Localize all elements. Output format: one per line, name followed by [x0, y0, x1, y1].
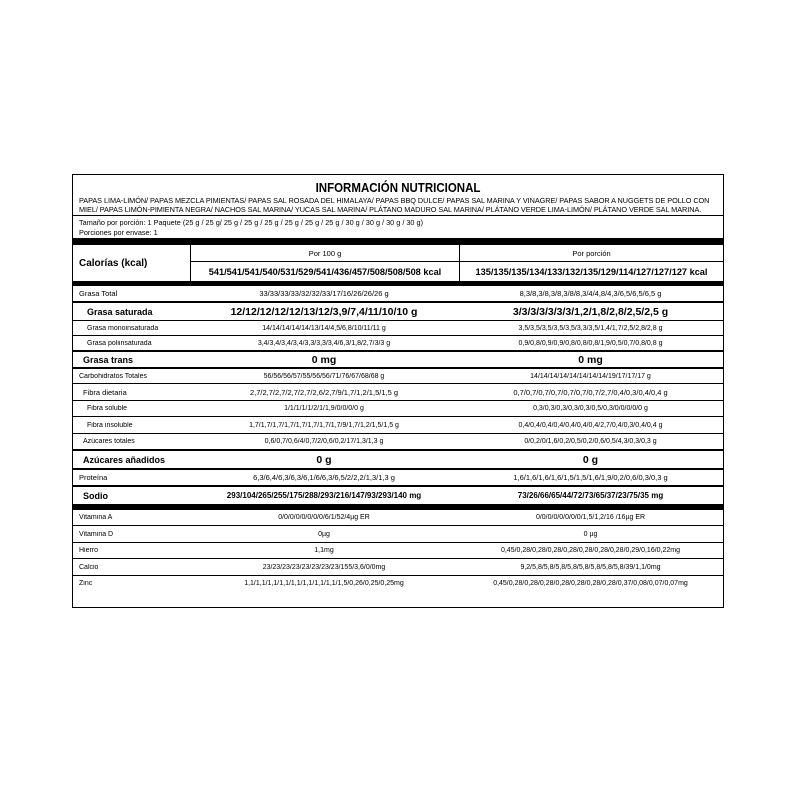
row-azucares-anadidos: Azúcares añadidos 0 g 0 g [83, 453, 599, 466]
row-carbohidratos: Carbohidratos Totales 56/56/56/57/55/56/56/71/76/67/68/68 g 14/14/14/14/14/14/14/14/19/17/17/17 g [79, 372, 651, 380]
calories-per-100g: 541/541/541/540/531/529/541/436/457/508/508/508 kcal [208, 266, 442, 277]
row-vitamina-d: Vitamina D 0µg 0 µg [79, 530, 598, 538]
row-grasa-poliinsaturada: Grasa poliinsaturada 3,4/3,4/3,4/3,4/3,3/3,3/3,4/6,3/1,8/2,7/3/3 g 0,9/0,8/0,9/0,9/0,8/0,8/0,8/1,9/0,5/0,7/0,8/0,8 g [87, 339, 663, 347]
nutrition-facts-label [72, 174, 724, 608]
row-hierro: Hierro 1,1mg 0,45/0,28/0,28/0,28/0,28/0,28/0,28/0,28/0,29/0,16/0,22mg [79, 547, 681, 554]
row-azucares-totales: Azúcares totales 0,6/0,7/0,6/4/0,7/2/0,6/0,2/17/1,3/1,3 g 0/0,2/0/1,6/0,2/0,5/0,2/0,6/0,5/4,3/0,3/0,3 g [83, 438, 657, 445]
calories-per-serving: 135/135/135/134/133/132/135/129/114/127/127/127 kcal [475, 266, 708, 277]
per-100g-header: Por 100 g [191, 245, 459, 262]
row-fibra-insoluble: Fibra insoluble 1,7/1,7/1,7/1,7/1,7/1,7/1,7/1,7/9/1,7/1,2/1,5/1,5 g 0,4/0,4/0,4/0,4/0,4/0,4/0,4/2,7/0,4/0,3/0,4/0,4 g [87, 421, 663, 429]
row-fibra-dietaria: Fibra dietaria 2,7/2,7/2,7/2,7/2,7/2,6/2,7/9/1,7/1,2/1,5/1,5 g 0,7/0,7/0,7/0,7/0,7/0,7/0,7/2,7/0,4/0,3/0,4/0,4 g [83, 387, 668, 397]
row-grasa-monoinsaturada: Grasa monoinsaturada 14/14/14/14/14/13/14/4,5/6,8/10/11/11 g 3,5/3,5/3,5/3,5/3,5/3,3/3,5/1,4/1,7/2,5/2,8/2,8 g [87, 324, 663, 332]
row-calcio: Calcio 23/23/23/23/23/23/23/23/155/3,6/0/0mg 9,2/5,8/5,8/5,8/5,8/5,8/5,8/5,8/5,8/39/1,1/0mg [79, 563, 661, 571]
calories-row [73, 245, 723, 281]
row-sodio: Sodio 293/104/265/255/175/288/293/216/147/93/293/140 mg 73/26/66/65/44/72/73/65/37/23/75/35 mg [83, 490, 664, 501]
row-grasa-trans: Grasa trans 0 mg 0 mg [83, 353, 603, 366]
per-serving-header: Por porción [460, 245, 723, 262]
row-proteina: Proteína 6,3/6,4/6,3/6,3/6,1/6/6,3/6,5/2/2,2/1,3/1,3 g 1,6/1,6/1,6/1,6/1,5/1,5/1,6/1,9/0,2/0,6/0,3/0,3 g [79, 473, 668, 482]
row-grasa-total: Grasa Total 33/33/33/33/32/32/33/17/16/26/26/26 g 8,3/8,3/8,3/8,3/8/8,3/4/4,8/4,3/6,5/6,5/6,5 g [79, 289, 662, 298]
row-grasa-saturada: Grasa saturada 12/12/12/12/12/13/12/3,9/7,4/11/10/10 g 3/3/3/3/3/3/3/1,2/1,8/2,8/2,5/2,5 g [87, 305, 669, 318]
serving-size: Tamaño por porción: 1 Paquete (25 g / 25 g/ 25 g / 25 g / 25 g / 25 g / 25 g / 25 g / 30 g / 30 g / 30 g / 30 g) [79, 218, 424, 227]
row-vitamina-a: Vitamina A 0/0/0/0/0/0/0/0/6/1/52/4µg ER 0/0/0/0/0/0/0/0/1,5/1,2/16 /16µg ER [79, 514, 646, 521]
calories-label: Calorías (kcal) [79, 257, 148, 269]
row-zinc: Zinc 1,1/1,1/1,1/1,1/1,1/1,1/1,1/1,1/1,5/0,26/0,25/0,25mg 0,45/0,28/0,28/0,28/0,28/0,28/0,28/0,28/0,37/0,08/0,07/0,07mg [79, 580, 688, 587]
label-title: INFORMACIÓN NUTRICIONAL [315, 181, 481, 195]
product-list: PAPAS LIMA-LIMÓN/ PAPAS MEZCLA PIMIENTAS/ PAPAS SAL ROSADA DEL HIMALAYA/ PAPAS BBQ DULCE/ PAPAS SAL MARINA Y VINAGRE/ PAPAS SABOR A NUGGETS DE POLLO CON MIEL/ PAPAS LIMÓN-PIMIENTA NEGRA/ NACHOS SAL MARINA/ YUCAS SAL MARINA/ PLÁTANO MADURO SAL MARINA/ PLÁTANO VERDE LIMA-LIMÓN/ PLÁTANO VERDE SAL MARINA. [79, 196, 710, 214]
servings-per-container: Porciones por envase: 1 [79, 227, 158, 237]
row-fibra-soluble: Fibra soluble 1/1/1/1/1/2/1/1,9/0/0/0/0 g 0,3/0,3/0,3/0,3/0,3/0,5/0,3/0/0/0/0/0 g [87, 405, 648, 412]
